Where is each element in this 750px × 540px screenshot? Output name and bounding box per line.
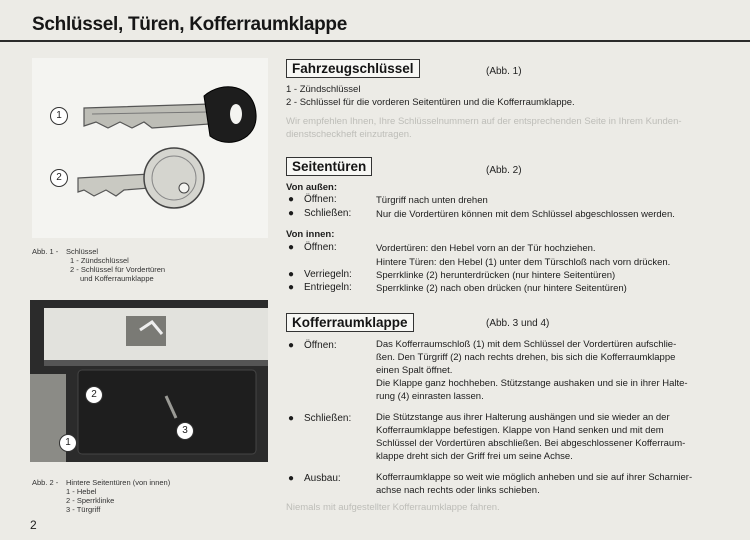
keys-drawing bbox=[32, 58, 268, 238]
trunk-text: klappe dreht sich der Griff frei um seine Achse. bbox=[376, 451, 573, 462]
bullet-icon: ● bbox=[288, 413, 295, 424]
ignition-key-blade bbox=[84, 104, 210, 128]
section-title-keys: Fahrzeugschlüssel bbox=[286, 59, 420, 78]
page-title: Schlüssel, Türen, Kofferraumklappe bbox=[32, 14, 347, 35]
keys-note: Wir empfehlen Ihnen, Ihre Schlüsselnummern auf der entsprechenden Seite in Ihrem Kunden- bbox=[286, 116, 682, 127]
doors-inside-text: Sperrklinke (2) nach oben drücken (nur hintere Seitentüren) bbox=[376, 283, 627, 294]
trunk-note: Niemals mit aufgestellter Kofferraumklappe fahren. bbox=[286, 502, 500, 513]
section-title-trunk: Kofferraumklappe bbox=[286, 313, 414, 332]
keys-line: 1 - Zündschlüssel bbox=[286, 84, 361, 95]
figure1-callout-1: 1 bbox=[50, 107, 68, 125]
section-title-doors: Seitentüren bbox=[286, 157, 372, 176]
bullet-icon: ● bbox=[288, 194, 295, 205]
doors-inside-label: Verriegeln: bbox=[304, 269, 352, 280]
section-ref-trunk: (Abb. 3 und 4) bbox=[486, 318, 550, 329]
doors-outside-text: Nur die Vordertüren können mit dem Schlüssel abgeschlossen werden. bbox=[376, 209, 675, 220]
doors-inside-label: Entriegeln: bbox=[304, 282, 352, 293]
trunk-label: Schließen: bbox=[304, 413, 352, 424]
door-key-head bbox=[144, 148, 204, 208]
trunk-text: Schlüssel der Vordertüren abschließen. Bei abgeschlossener Kofferraum- bbox=[376, 438, 686, 449]
trunk-text: Das Kofferraumschloß (1) mit dem Schlüssel der Vordertüren aufschlie- bbox=[376, 339, 677, 350]
doors-inside-text: Hintere Türen: den Hebel (1) unter dem Türschloß nach vorn drücken. bbox=[376, 257, 671, 268]
figure2-callout-1: 1 bbox=[59, 434, 77, 452]
trunk-text: ßen. Den Türgriff (2) nach rechts drehen, bis sich die Kofferraumklappe bbox=[376, 352, 676, 363]
trunk-label: Öffnen: bbox=[304, 340, 337, 351]
figure2-caption-title: Hintere Seitentüren (von innen) bbox=[66, 478, 171, 487]
trunk-text: achse nach rechts oder links schieben. bbox=[376, 485, 540, 496]
section-ref-keys: (Abb. 1) bbox=[486, 66, 522, 77]
figure1-caption-label: Abb. 1 - bbox=[32, 247, 59, 256]
trunk-text: einen Spalt öffnet. bbox=[376, 365, 453, 376]
figure2-callout-3: 3 bbox=[176, 422, 194, 440]
doors-outside-label: Öffnen: bbox=[304, 194, 337, 205]
doors-inside-text: Vordertüren: den Hebel vorn an der Tür hochziehen. bbox=[376, 243, 596, 254]
trunk-text: rung (4) einrasten lassen. bbox=[376, 391, 484, 402]
title-divider bbox=[0, 40, 750, 42]
figure2-callout-2: 2 bbox=[85, 386, 103, 404]
figure1-caption-item: 1 - Zündschlüssel bbox=[70, 256, 129, 265]
doors-outside-label: Schließen: bbox=[304, 208, 352, 219]
figure2-caption-item: 3 - Türgriff bbox=[66, 505, 101, 514]
figure2-caption-label: Abb. 2 - bbox=[32, 478, 59, 487]
figure1-caption-item: und Kofferraumklappe bbox=[80, 274, 154, 283]
figure1-caption-item: 2 - Schlüssel für Vordertüren bbox=[70, 265, 166, 274]
page-number: 2 bbox=[30, 518, 37, 532]
section-ref-doors: (Abb. 2) bbox=[486, 165, 522, 176]
ignition-key-hole bbox=[230, 104, 242, 124]
doors-inside-heading: Von innen: bbox=[286, 229, 335, 240]
trunk-text: Kofferraumklappe so weit wie möglich anheben und sie auf ihrer Scharnier- bbox=[376, 472, 693, 483]
figure1-callout-2: 2 bbox=[50, 169, 68, 187]
bullet-icon: ● bbox=[288, 269, 295, 280]
window-sill bbox=[44, 360, 268, 366]
trunk-label: Ausbau: bbox=[304, 473, 341, 484]
figure1-caption-title: Schlüssel bbox=[66, 247, 99, 256]
figure2-caption-item: 2 - Sperrklinke bbox=[66, 496, 115, 505]
bullet-icon: ● bbox=[288, 208, 295, 219]
trunk-text: Die Klappe ganz hochheben. Stützstange aushaken und sie in ihrer Halte- bbox=[376, 378, 688, 389]
bullet-icon: ● bbox=[288, 473, 295, 484]
keys-note: dienstscheckheft einzutragen. bbox=[286, 129, 412, 140]
doors-inside-text: Sperrklinke (2) herunterdrücken (nur hintere Seitentüren) bbox=[376, 270, 616, 281]
doors-inside-label: Öffnen: bbox=[304, 242, 337, 253]
keys-line: 2 - Schlüssel für die vorderen Seitentüren und die Kofferraumklappe. bbox=[286, 97, 575, 108]
door-key-blade bbox=[78, 174, 150, 196]
door-key-hole bbox=[179, 183, 189, 193]
figure2-caption-item: 1 - Hebel bbox=[66, 487, 97, 496]
door-panel bbox=[78, 370, 256, 454]
bullet-icon: ● bbox=[288, 242, 295, 253]
keys-illustration bbox=[32, 58, 268, 238]
bullet-icon: ● bbox=[288, 282, 295, 293]
trunk-text: Die Stützstange aus ihrer Halterung aushängen und sie wieder an der bbox=[376, 412, 670, 423]
bullet-icon: ● bbox=[288, 340, 295, 351]
doors-outside-text: Türgriff nach unten drehen bbox=[376, 195, 488, 206]
trunk-text: Kofferraumklappe befestigen. Klappe von Hand senken und mit dem bbox=[376, 425, 664, 436]
doors-outside-heading: Von außen: bbox=[286, 182, 338, 193]
